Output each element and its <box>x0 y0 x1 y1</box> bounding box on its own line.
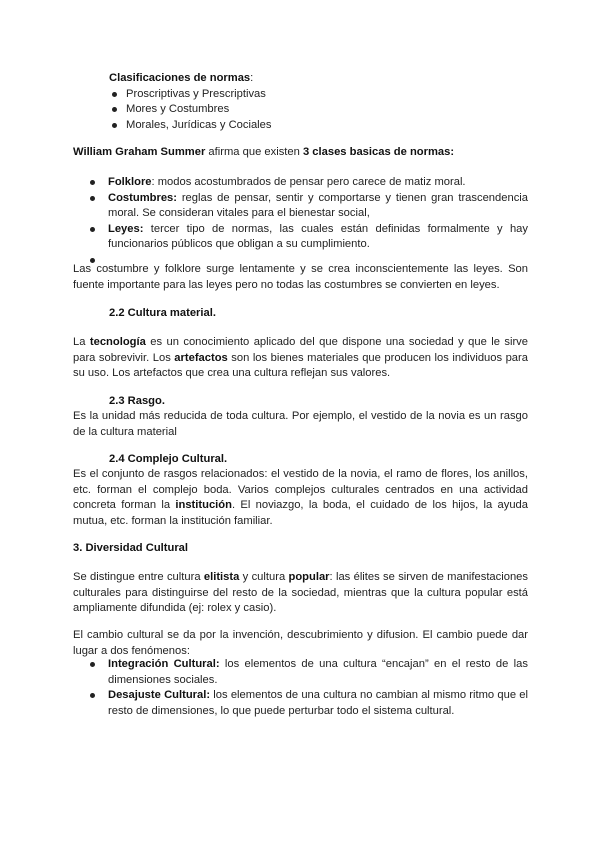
list-item: Mores y Costumbres <box>109 102 528 118</box>
complejo-paragraph: Es el conjunto de rasgos relacionados: el vestido de la novia, el ramo de flores, los anillos, etc. forman el complejo boda. Varios complejos culturales centrados en una actividad concreta forman la institución. El noviazgo, la boda, el cuidado de los hijos, la ayuda mutua, etc. forman la institución familiar. <box>73 468 529 527</box>
diversidad-paragraph: Se distingue entre cultura elitista y cultura popular: las élites se sirven de manifestaciones culturales para distinguirse del resto de la sociedad, mientras que la cultura popular está ampliamente difundida (ej: rolex y casio). <box>73 571 528 614</box>
norms-paragraph: Las costumbre y folklore surge lentamente y se crea inconscientemente las leyes. Son fuente importante para las leyes pero no todas las costumbres se convierten en leyes. <box>73 263 528 291</box>
list-item: Leyes: tercer tipo de normas, las cuales están definidas formalmente y hay funcionarios públicos que obligan a su cumplimiento. <box>73 222 528 253</box>
phenomena-list <box>73 657 528 719</box>
material-heading: 2.2 Cultura material. <box>109 307 216 319</box>
rasgo-paragraph: Es la unidad más reducida de toda cultura. Por ejemplo, el vestido de la novia es un rasgo de la cultura material <box>73 410 528 438</box>
complejo-heading: 2.4 Complejo Cultural. <box>109 453 228 465</box>
list-item: Desajuste Cultural: los elementos de una cultura no cambian al mismo ritmo que el resto de dimensiones, lo que puede perturbar todo el sistema cultural. <box>73 688 528 719</box>
change-paragraph: El cambio cultural se da por la invención, descubrimiento y difusion. El cambio puede dar lugar a dos fenómenos: <box>73 629 528 657</box>
classifications-list <box>109 87 528 134</box>
material-paragraph: La tecnología es un conocimiento aplicado del que dispone una sociedad y que le sirve para sobrevivir. Los artefactos son los bienes materiales que producen los individuos para su uso. Los artefactos que crea una cultura reflejan sus valores. <box>73 336 528 379</box>
summer-paragraph: William Graham Summer afirma que existen 3 clases basicas de normas: <box>73 146 455 158</box>
rasgo-heading: 2.3 Rasgo. <box>109 395 165 407</box>
diversidad-heading: 3. Diversidad Cultural <box>73 542 189 554</box>
classifications-title: Clasificaciones de normas: <box>109 72 254 84</box>
list-item: Proscriptivas y Prescriptivas <box>109 87 528 103</box>
list-item: Integración Cultural: los elementos de una cultura “encajan” en el resto de las dimensiones sociales. <box>73 657 528 688</box>
norms-list <box>73 175 528 268</box>
classifications-section <box>73 71 528 133</box>
list-item: Folklore: modos acostumbrados de pensar pero carece de matiz moral. <box>73 175 528 191</box>
list-item: Costumbres: reglas de pensar, sentir y comportarse y tienen gran trascendencia moral. Se consideran vitales para el bienestar social, <box>73 191 528 222</box>
list-item: Morales, Jurídicas y Cociales <box>109 118 528 134</box>
